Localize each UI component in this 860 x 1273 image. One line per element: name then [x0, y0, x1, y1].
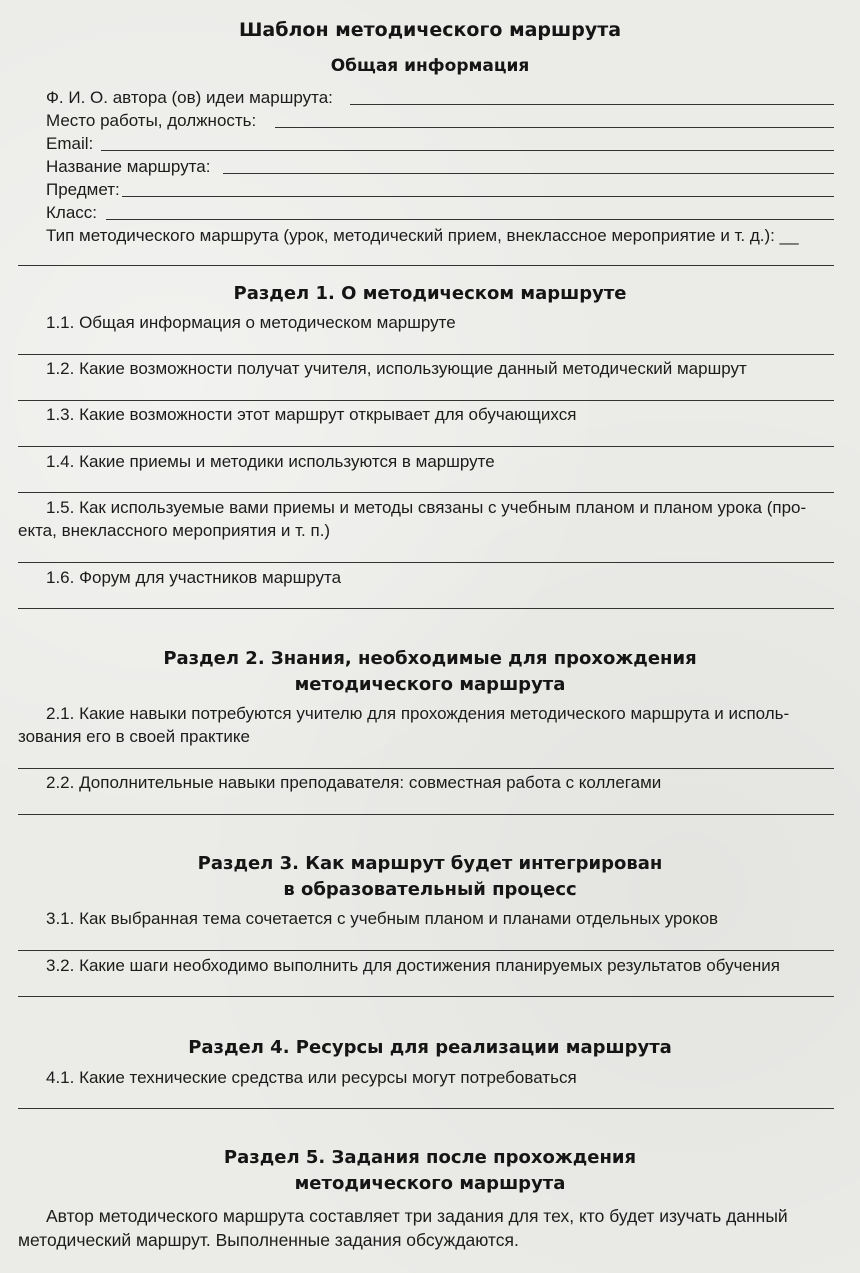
item-1-4: 1.4. Какие приемы и методики используются в маршруте — [46, 452, 495, 471]
item-3-2-line — [18, 996, 834, 997]
item-1-3: 1.3. Какие возможности этот маршрут открывает для обучающихся — [46, 405, 577, 424]
route-type-line — [18, 265, 834, 266]
route-type-label: Тип методического маршрута (урок, методический прием, внеклассное мероприятие и т. д.): __ — [46, 226, 799, 245]
item-1-6-line — [18, 608, 834, 609]
item-2-2-line — [18, 814, 834, 815]
item-4-1: 4.1. Какие технические средства или ресурсы могут потребоваться — [46, 1068, 577, 1087]
route-name-line — [223, 173, 834, 174]
section5-heading-line1: Раздел 5. Задания после прохождения — [223, 1147, 637, 1168]
route-name-label: Название маршрута: — [46, 157, 211, 176]
section2-heading-line1: Раздел 2. Знания, необходимые для прохождения — [163, 648, 697, 669]
section3-heading-line1: Раздел 3. Как маршрут будет интегрирован — [197, 853, 663, 874]
grade-line — [106, 219, 834, 220]
item-1-5-line1: 1.5. Как используемые вами приемы и методы связаны с учебным планом и планом урока (про- — [46, 498, 807, 517]
item-2-1-line — [18, 768, 834, 769]
document-title: Шаблон методического маршрута — [238, 19, 622, 41]
item-4-1-line — [18, 1108, 834, 1109]
item-1-1: 1.1. Общая информация о методическом маршруте — [46, 313, 456, 332]
item-1-2-line — [18, 400, 834, 401]
grade-label: Класс: — [46, 203, 97, 222]
subject-label: Предмет: — [46, 180, 120, 199]
general-info-heading: Общая информация — [330, 56, 530, 76]
author-name-label: Ф. И. О. автора (ов) идеи маршрута: — [46, 88, 333, 107]
subject-line — [122, 196, 834, 197]
workplace-label: Место работы, должность: — [46, 111, 257, 130]
email-label: Email: — [46, 134, 94, 153]
item-2-2: 2.2. Дополнительные навыки преподавателя: совместная работа с коллегами — [46, 773, 662, 792]
item-1-2: 1.2. Какие возможности получат учителя, использующие данный методический маршрут — [46, 359, 747, 378]
item-2-1-line1: 2.1. Какие навыки потребуются учителю для прохождения методического маршрута и исполь- — [46, 704, 790, 723]
section3-heading-line2: в образовательный процесс — [283, 879, 577, 900]
item-1-1-line — [18, 354, 834, 355]
item-1-5-line — [18, 562, 834, 563]
item-1-3-line — [18, 446, 834, 447]
item-3-1-line — [18, 950, 834, 951]
item-2-1-line2: зования его в своей практике — [18, 727, 250, 746]
item-1-6: 1.6. Форум для участников маршрута — [46, 568, 342, 587]
item-3-1: 3.1. Как выбранная тема сочетается с учебным планом и планами отдельных уроков — [46, 909, 719, 928]
section1-heading: Раздел 1. О методическом маршруте — [233, 283, 627, 304]
section2-heading-line2: методического маршрута — [294, 674, 566, 695]
item-3-2: 3.2. Какие шаги необходимо выполнить для достижения планируемых результатов обучения — [46, 956, 781, 975]
section5-paragraph-line2: методический маршрут. Выполненные задания обсуждаются. — [18, 1230, 519, 1250]
section4-heading: Раздел 4. Ресурсы для реализации маршрута — [188, 1037, 672, 1058]
section5-heading-line2: методического маршрута — [294, 1173, 566, 1194]
email-line — [101, 150, 834, 151]
workplace-line — [275, 127, 834, 128]
item-1-4-line — [18, 492, 834, 493]
author-name-line — [350, 104, 834, 105]
section5-paragraph-line1: Автор методического маршрута составляет три задания для тех, кто будет изучать данный — [46, 1206, 788, 1226]
item-1-5-line2: екта, внеклассного мероприятия и т. п.) — [18, 521, 331, 540]
